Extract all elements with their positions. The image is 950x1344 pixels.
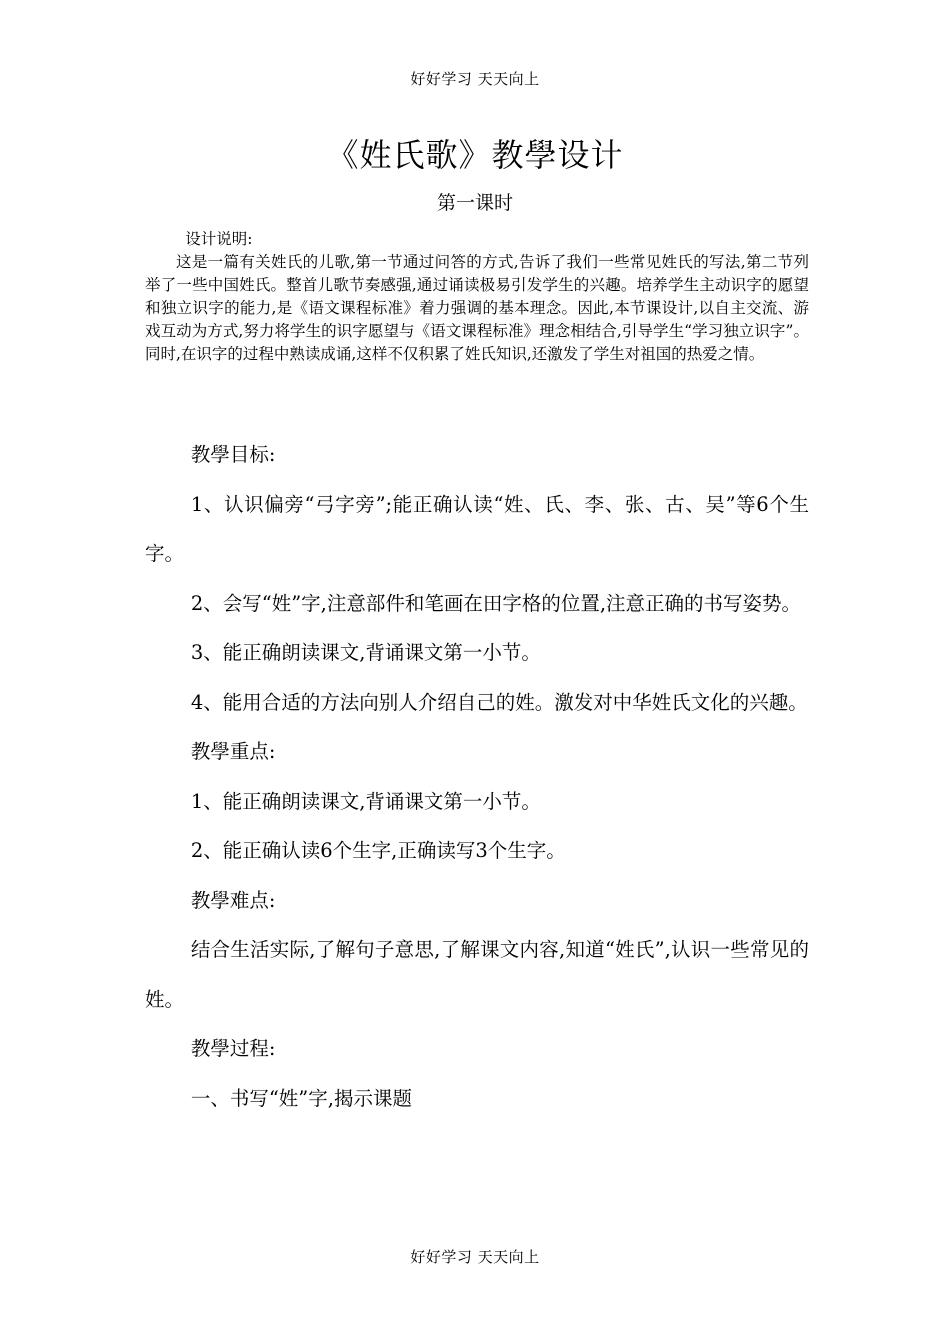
document-title: 《姓氏歌》教學设计	[326, 136, 624, 174]
key-point-item-1: 1、能正确朗读课文,背诵课文第一小节。	[190, 789, 541, 813]
objective-item-1: 1、认识偏旁“弓字旁”;能正确认读“姓、氏、李、张、古、吴”等6个生字。	[145, 492, 809, 565]
difficulties-text: 结合生活实际,了解句子意思,了解课文内容,知道“姓氏”,认识一些常见的姓。	[145, 938, 809, 1011]
page-footer: 好好学习 天天向上	[410, 1248, 540, 1266]
objective-item-4: 4、能用合适的方法向别人介绍自己的姓。激发对中华姓氏文化的兴趣。	[190, 690, 808, 714]
objectives-heading: 教學目标:	[190, 443, 276, 466]
process-step-1: 一、书写“姓”字,揭示课题	[190, 1086, 412, 1110]
key-points-heading: 教學重点:	[190, 740, 276, 763]
objective-item-2: 2、会写“姓”字,注意部件和笔画在田字格的位置,注意正确的书写姿势。	[190, 591, 802, 615]
page-header: 好好学习 天天向上	[410, 70, 540, 88]
lesson-body	[145, 430, 809, 1123]
design-notes-text: 这是一篇有关姓氏的儿歌,第一节通过问答的方式,告诉了我们一些常见姓氏的写法,第二节列举了一些中国姓氏。整首儿歌节奏感强,通过诵读极易引发学生的兴趣。培养学生主动识字的愿望和独立识字的能力,是《语文课程标准》着力强调的基本理念。因此,本节课设计,以自主交流、游戏互动为方式,努力将学生的识字愿望与《语文课程标准》理念相结合,引导学生“学习独立识字”。同时,在识字的过程中熟读成诵,这样不仅积累了姓氏知识,还激发了学生对祖国的热爱之情。	[145, 253, 809, 363]
objective-item-3: 3、能正确朗读课文,背诵课文第一小节。	[190, 641, 541, 664]
design-notes-label: 设计说明:	[185, 230, 253, 248]
key-point-item-2: 2、能正确认读6个生字,正确读写3个生字。	[190, 839, 566, 862]
design-notes-section	[145, 228, 809, 366]
lesson-subtitle: 第一课时	[436, 192, 513, 214]
difficulties-heading: 教學难点:	[190, 888, 276, 912]
process-heading: 教學过程:	[190, 1037, 276, 1060]
